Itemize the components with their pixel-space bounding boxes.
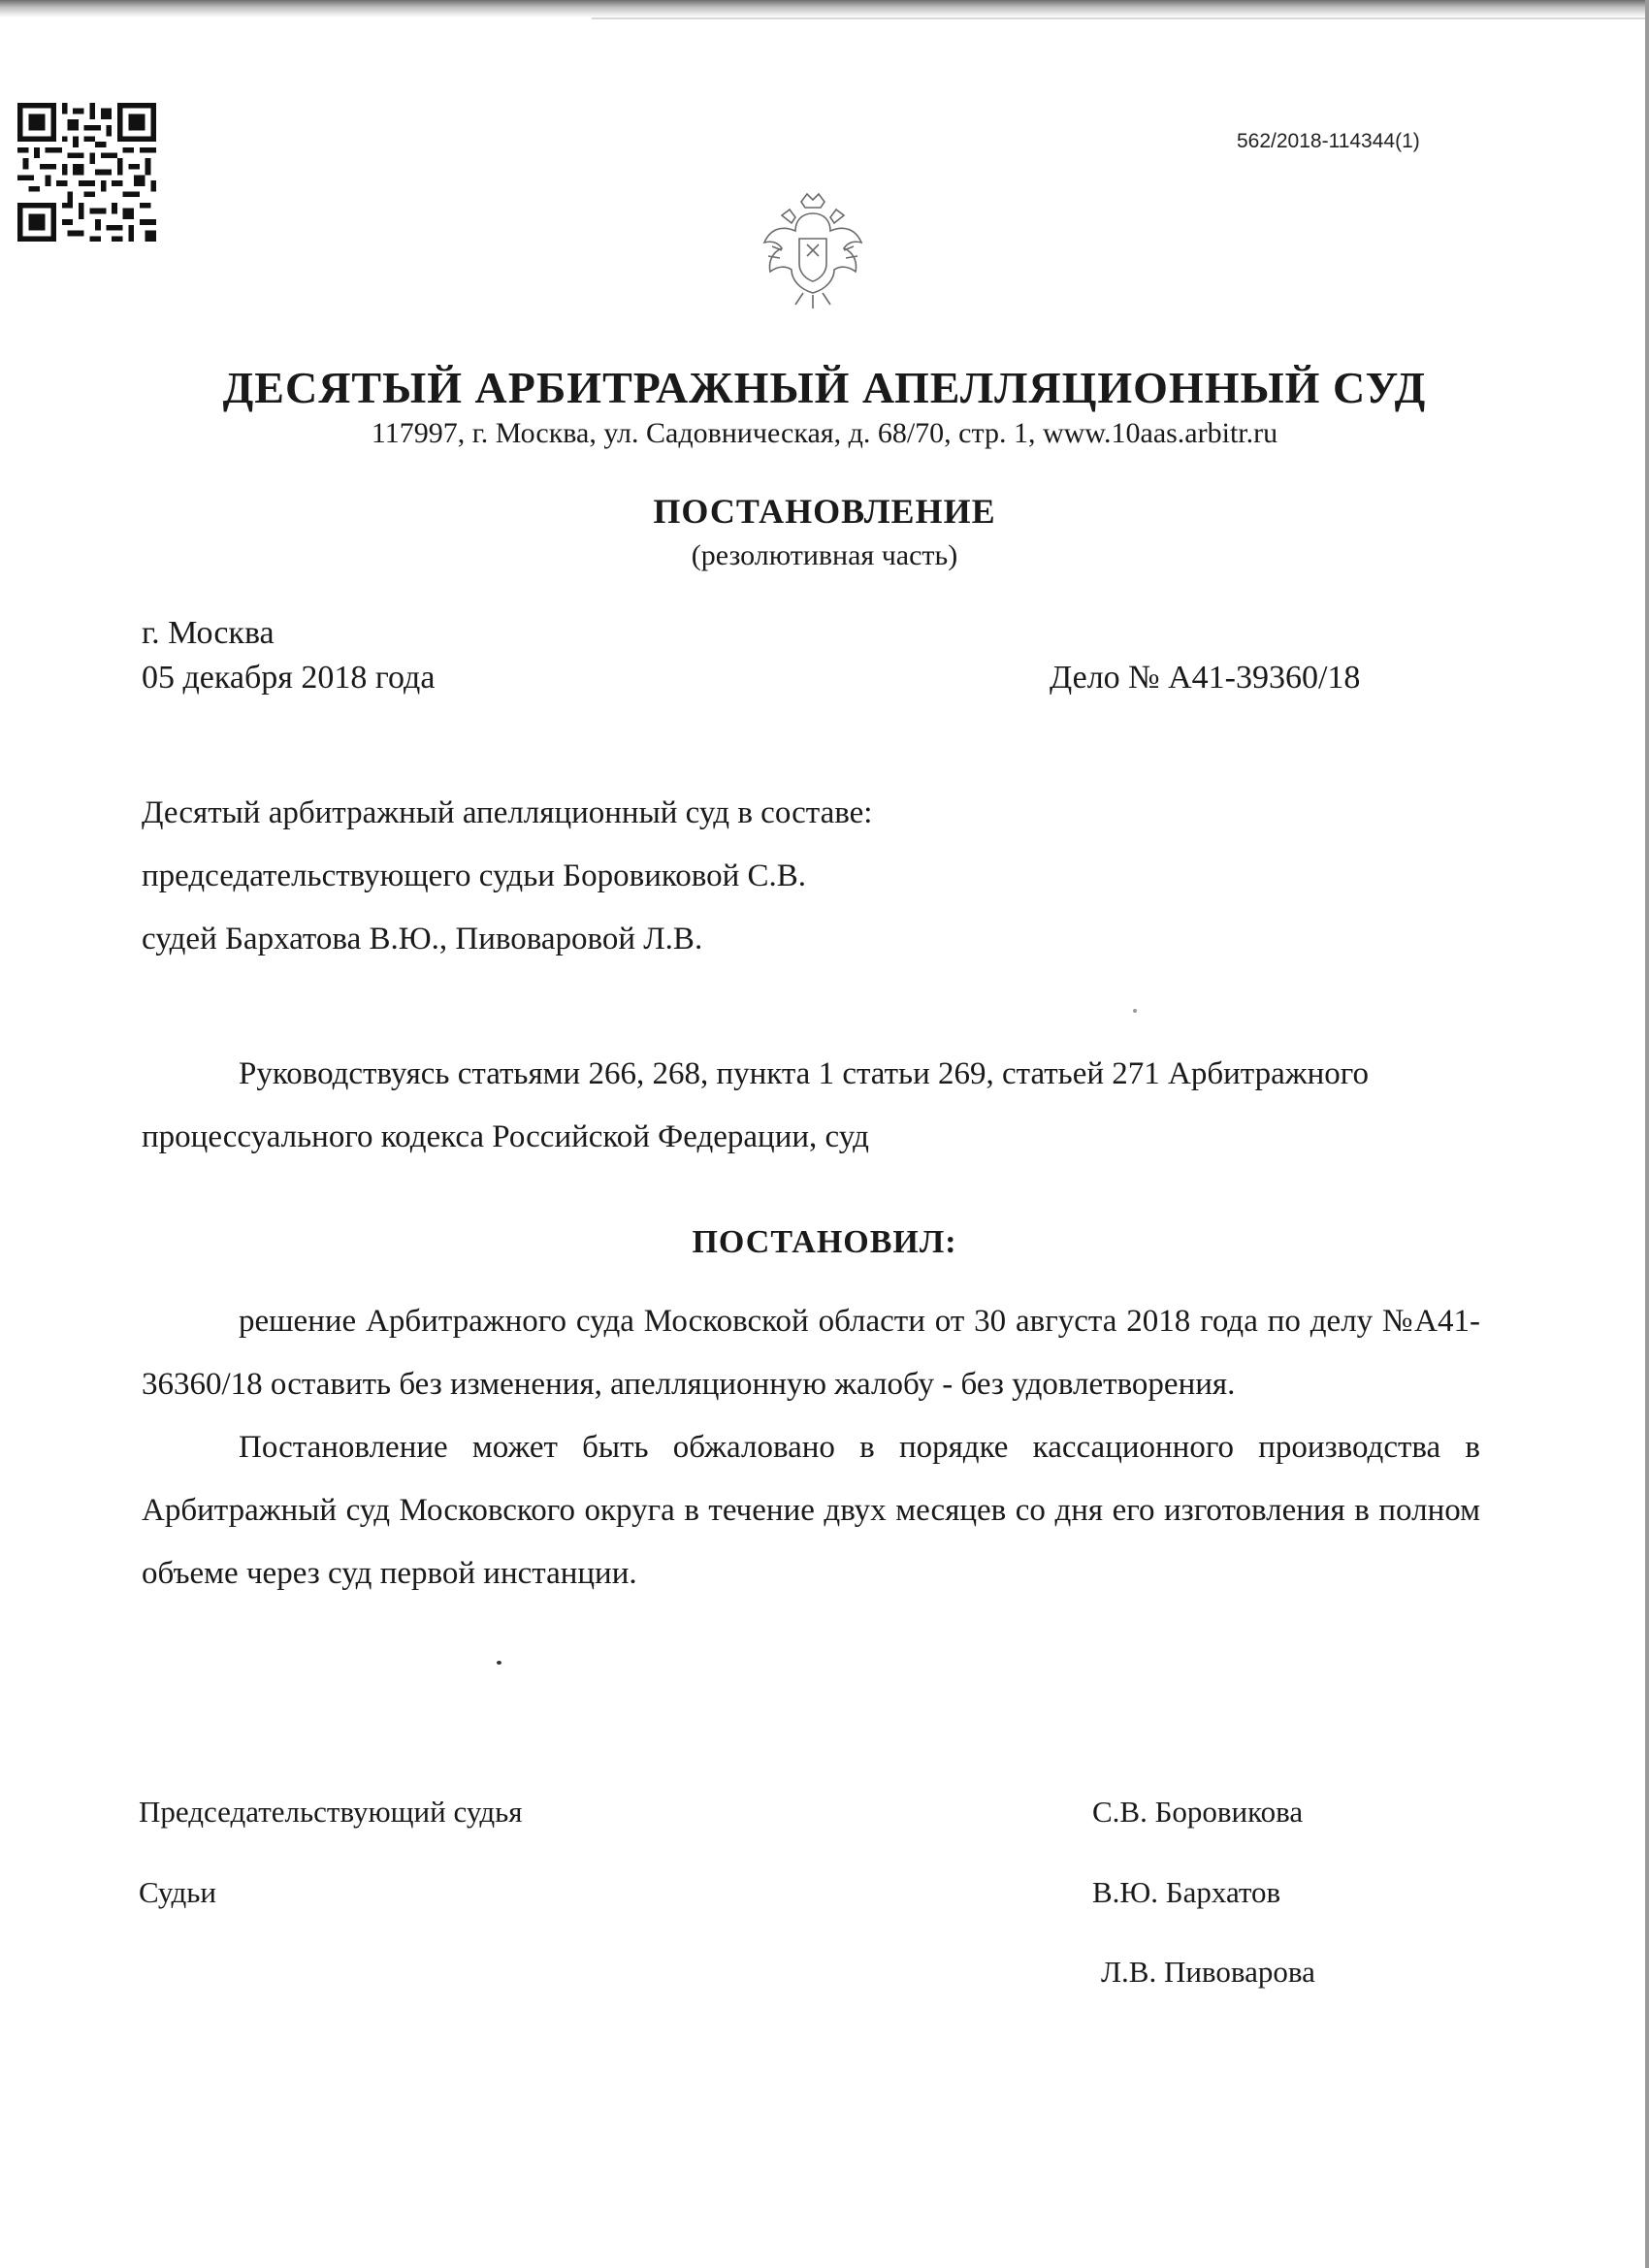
presiding-judge-role: Председательствующий судья: [139, 1795, 523, 1829]
judge-name-2: Л.В. Пивоварова: [1101, 1955, 1315, 1989]
qr-code: [17, 103, 156, 242]
judge-name-1: В.Ю. Бархатов: [1092, 1875, 1281, 1909]
preamble-paragraph: Руководствуясь статьями 266, 268, пункта 1 статьи 269, статьей 271 Арбитражного процессуального кодекса Российской Федерации, суд: [142, 1056, 1369, 1154]
judges-line: судей Бархатова В.Ю., Пивоваровой Л.В.: [142, 922, 703, 956]
decree-paragraph-1: решение Арбитражного суда Московской области от 30 августа 2018 года по делу №А41-36360/18 оставить без изменения, апелляционную жалобу - без удовлетворения.: [142, 1304, 1480, 1402]
city: г. Москва: [142, 615, 275, 651]
composition-intro: Десятый арбитражный апелляционный суд в составе:: [142, 795, 873, 830]
case-number: Дело № А41-39360/18: [1050, 660, 1361, 696]
document-id: 562/2018-114344(1): [1237, 130, 1420, 152]
presiding-judge-line: председательствующего судьи Боровиковой С.В.: [142, 859, 807, 893]
scan-speck: [1133, 1009, 1137, 1013]
decree-paragraph-2: Постановление может быть обжаловано в порядке кассационного производства в Арбитражный суд Московского округа в течение двух месяцев со дня его изготовления в полном объеме через суд первой инстанции.: [142, 1430, 1480, 1591]
scan-right-edge: [1645, 0, 1649, 2268]
court-address: 117997, г. Москва, ул. Садовническая, д. 68/70, стр. 1, www.10aas.arbitr.ru: [371, 417, 1278, 449]
coat-of-arms-icon: [753, 186, 873, 310]
document-title: ПОСТАНОВЛЕНИЕ: [653, 492, 996, 531]
scan-top-edge: [0, 0, 1649, 17]
court-name: ДЕСЯТЫЙ АРБИТРАЖНЫЙ АПЕЛЛЯЦИОННЫЙ СУД: [222, 363, 1427, 412]
date: 05 декабря 2018 года: [142, 660, 436, 696]
decree-heading: ПОСТАНОВИЛ:: [692, 1224, 957, 1260]
scan-edge-line: [592, 17, 1649, 19]
document-subtitle: (резолютивная часть): [691, 539, 958, 571]
presiding-judge-name: С.В. Боровикова: [1092, 1795, 1304, 1829]
judges-role: Судьи: [139, 1875, 216, 1909]
scan-speck: [497, 1661, 501, 1665]
